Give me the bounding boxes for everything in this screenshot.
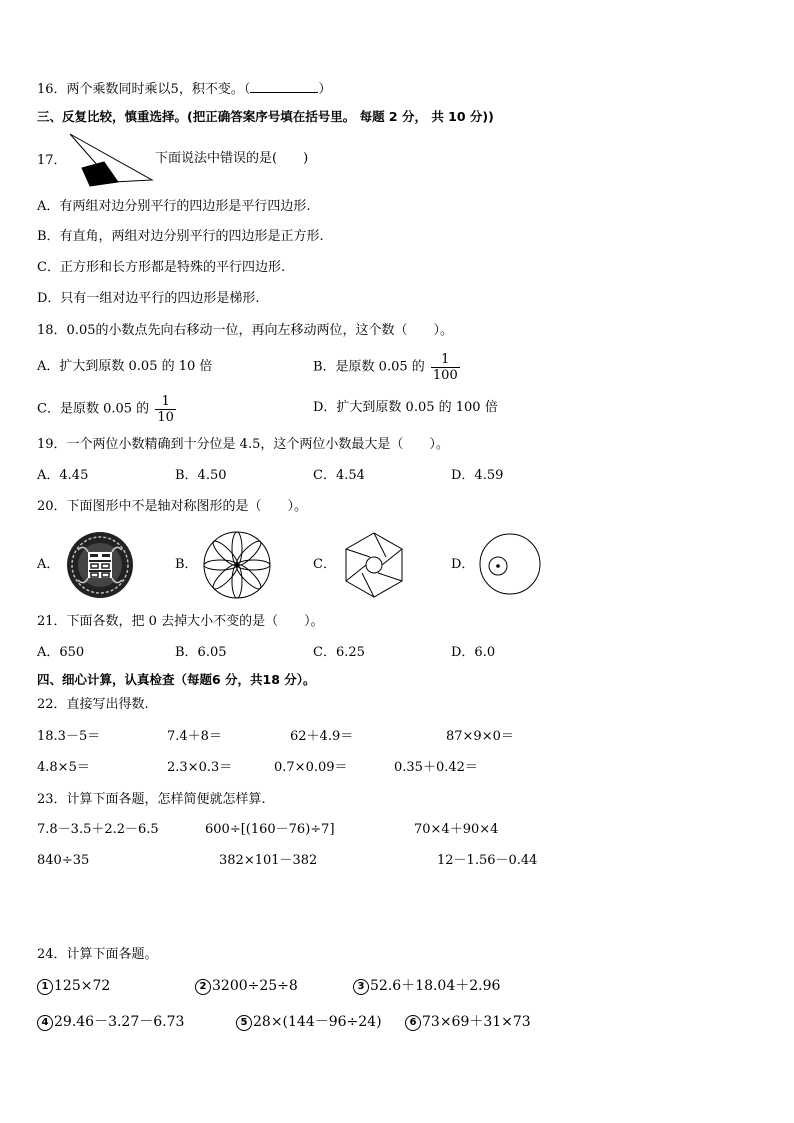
q24-item-1: 1 125×72 bbox=[37, 977, 110, 995]
q17-option-b: B．有直角，两组对边分别平行的四边形是正方形. bbox=[37, 229, 324, 244]
q22-item: 0.7×0.09＝ bbox=[274, 760, 348, 775]
q19-option-c: C．4.54 bbox=[313, 468, 365, 483]
q23-item: 12－1.56－0.44 bbox=[437, 853, 538, 868]
q17-option-d: D．只有一组对边平行的四边形是梯形. bbox=[37, 291, 260, 306]
circled-number: 6 bbox=[405, 1015, 421, 1031]
q19-option-a: A．4.45 bbox=[37, 468, 89, 483]
q18-option-b: B．是原数 0.05 的 $\frac{1}{100}$ bbox=[313, 352, 458, 383]
double-happiness-seal-icon bbox=[64, 530, 136, 600]
q23-item: 70×4＋90×4 bbox=[414, 822, 499, 837]
question-19-stem: 19．一个两位小数精确到十分位是 4.5，这个两位小数最大是（ ）。 bbox=[37, 437, 449, 452]
q18-option-a: A．扩大到原数 0.05 的 10 倍 bbox=[37, 359, 213, 374]
question-23-stem: 23．计算下面各题，怎样简便就怎样算. bbox=[37, 792, 266, 807]
q22-item: 18.3－5＝ bbox=[37, 729, 101, 744]
q22-item: 7.4＋8＝ bbox=[167, 729, 222, 744]
question-17-stem: 下面说法中错误的是( ) bbox=[155, 151, 309, 166]
q20-label-b: B． bbox=[175, 557, 198, 572]
q20-label-c: C． bbox=[313, 557, 336, 572]
circled-number: 3 bbox=[353, 979, 369, 995]
flower-circle-icon bbox=[202, 530, 272, 600]
question-20-stem: 20．下面图形中不是轴对称图形的是（ ）。 bbox=[37, 499, 308, 514]
q23-item: 840÷35 bbox=[37, 853, 90, 868]
q17-option-c: C．正方形和长方形都是特殊的平行四边形. bbox=[37, 260, 286, 275]
question-22-stem: 22．直接写出得数. bbox=[37, 697, 149, 712]
q22-item: 0.35＋0.42＝ bbox=[394, 760, 478, 775]
q21-option-b: B．6.05 bbox=[175, 645, 227, 660]
q22-item: 2.3×0.3＝ bbox=[167, 760, 233, 775]
pinwheel-hexagon-icon bbox=[338, 530, 410, 600]
q19-option-b: B．4.50 bbox=[175, 468, 227, 483]
triangle-figure bbox=[66, 132, 156, 190]
question-21-stem: 21．下面各数，把 0 去掉大小不变的是（ ）。 bbox=[37, 614, 324, 629]
q21-option-c: C．6.25 bbox=[313, 645, 365, 660]
q22-item: 62＋4.9＝ bbox=[290, 729, 354, 744]
q20-label-a: A． bbox=[37, 557, 60, 572]
circle-with-dot-icon bbox=[478, 532, 542, 596]
fraction: $\frac{1}{100}$ bbox=[432, 352, 458, 383]
q19-option-d: D．4.59 bbox=[451, 468, 504, 483]
q20-label-d: D． bbox=[451, 557, 475, 572]
q22-item: 87×9×0＝ bbox=[446, 729, 514, 744]
q24-item-3: 3 52.6＋18.04＋2.96 bbox=[353, 977, 500, 995]
question-24-stem: 24．计算下面各题。 bbox=[37, 947, 158, 962]
q17-option-a: A．有两组对边分别平行的四边形是平行四边形. bbox=[37, 199, 311, 214]
q21-option-a: A．650 bbox=[37, 645, 85, 660]
circled-number: 5 bbox=[236, 1015, 252, 1031]
section-4-title: 四、细心计算，认真检查（每题6 分，共18 分）。 bbox=[37, 672, 316, 687]
q23-item: 600÷[(160－76)÷7] bbox=[205, 822, 335, 837]
section-3-title: 三、反复比较，慎重选择。(把正确答案序号填在括号里。 每题 2 分， 共 10 分)) bbox=[37, 109, 494, 124]
question-18-stem: 18．0.05的小数点先向右移动一位，再向左移动两位，这个数（ ）。 bbox=[37, 323, 453, 338]
circled-number: 1 bbox=[37, 979, 53, 995]
circled-number: 4 bbox=[37, 1015, 53, 1031]
q24-item-6: 6 73×69＋31×73 bbox=[405, 1013, 531, 1031]
circled-number: 2 bbox=[195, 979, 211, 995]
answer-blank[interactable] bbox=[250, 80, 318, 93]
q18-option-d: D．扩大到原数 0.05 的 100 倍 bbox=[313, 400, 498, 415]
question-16: 16．两个乘数同时乘以5，积不变。（ ） bbox=[37, 82, 332, 97]
q22-item: 4.8×5＝ bbox=[37, 760, 90, 775]
q23-item: 382×101－382 bbox=[219, 853, 318, 868]
q24-item-5: 5 28×(144－96÷24) bbox=[236, 1013, 382, 1031]
fraction: $\frac{1}{10}$ bbox=[157, 394, 174, 425]
q21-option-d: D．6.0 bbox=[451, 645, 496, 660]
q24-item-4: 4 29.46－3.27－6.73 bbox=[37, 1013, 184, 1031]
q24-item-2: 2 3200÷25÷8 bbox=[195, 977, 298, 995]
question-17-number: 17． bbox=[37, 153, 67, 168]
q18-option-c: C．是原数 0.05 的 $\frac{1}{10}$ bbox=[37, 394, 174, 425]
q23-item: 7.8－3.5＋2.2－6.5 bbox=[37, 822, 159, 837]
